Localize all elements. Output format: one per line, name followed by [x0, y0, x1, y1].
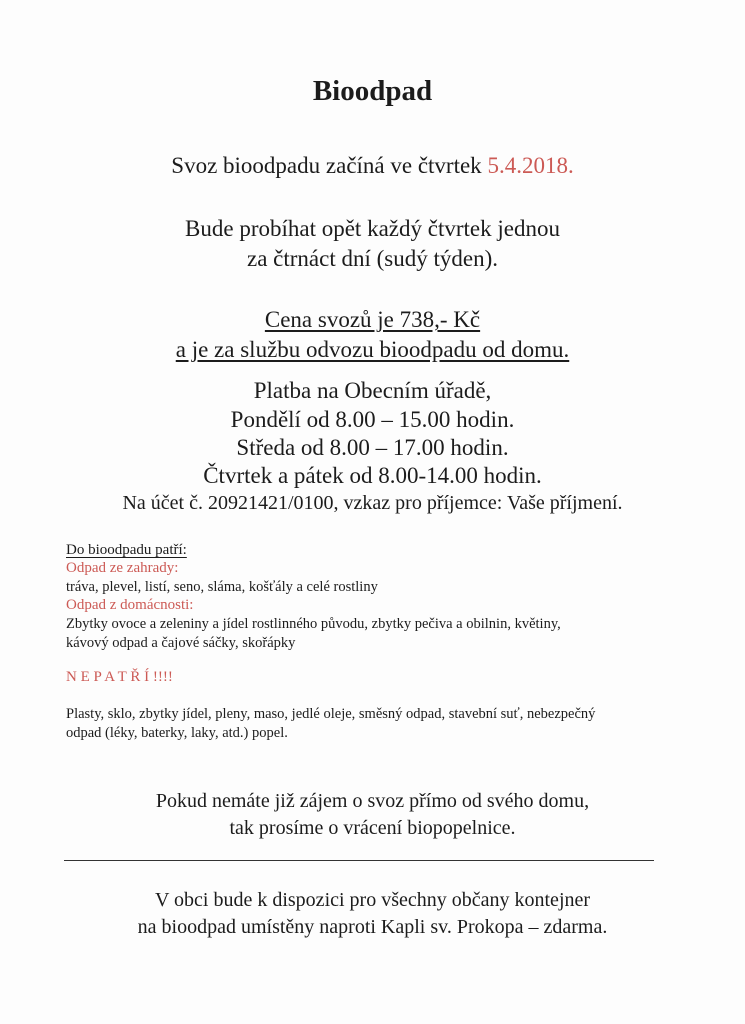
- payment-line-3: Středa od 8.00 – 17.00 hodin.: [236, 435, 509, 460]
- payment-account: Na účet č. 20921421/0100, vzkaz pro příjemce: Vaše příjmení.: [122, 492, 623, 514]
- payment-line-2: Pondělí od 8.00 – 15.00 hodin.: [230, 407, 515, 432]
- price-service-text: a je za službu odvozu bioodpadu od domu.: [175, 337, 570, 362]
- start-date: 5.4.2018.: [487, 153, 574, 178]
- household-items-2: kávový odpad a čajové sáčky, skořápky: [66, 635, 296, 651]
- payment-line-4: Čtvrtek a pátek od 8.00-14.00 hodin.: [203, 463, 542, 488]
- schedule-line-2: za čtrnáct dní (sudý týden).: [247, 246, 498, 271]
- return-notice-1: Pokud nemáte již zájem o svoz přímo od svého domu,: [155, 790, 590, 812]
- container-notice-1: V obci bude k dispozici pro všechny občany kontejner: [154, 889, 591, 911]
- garden-heading: Odpad ze zahrady:: [66, 560, 179, 576]
- household-heading: Odpad z domácnosti:: [66, 597, 194, 613]
- return-notice-2: tak prosíme o vrácení biopopelnice.: [229, 817, 516, 839]
- intro-line: [0, 151, 745, 181]
- payment-line-1: Platba na Obecním úřadě,: [253, 378, 492, 403]
- schedule-line-1: Bude probíhat opět každý čtvrtek jednou: [185, 216, 560, 241]
- not-belongs-heading: N E P A T Ř Í !!!!: [66, 669, 173, 685]
- household-items-1: Zbytky ovoce a zeleniny a jídel rostlinného původu, zbytky pečiva a obilnin, květiny,: [66, 616, 561, 632]
- intro-text: Svoz bioodpadu začíná ve čtvrtek: [171, 153, 488, 178]
- divider-line: [64, 860, 654, 861]
- garden-items: tráva, plevel, listí, seno, sláma, košťály a celé rostliny: [66, 579, 378, 595]
- not-belongs-items-2: odpad (léky, baterky, laky, atd.) popel.: [66, 725, 288, 741]
- belongs-heading: Do bioodpadu patří:: [66, 542, 187, 558]
- price-text: Cena svozů je 738,- Kč: [264, 307, 481, 332]
- page-title: Bioodpad: [312, 75, 433, 107]
- price-line-2: [0, 335, 745, 365]
- not-belongs-items-1: Plasty, sklo, zbytky jídel, pleny, maso, jedlé oleje, směsný odpad, stavební suť, nebezpečný: [66, 706, 596, 722]
- price-line-1: [0, 305, 745, 335]
- container-notice-2: na bioodpad umístěny naproti Kapli sv. Prokopa – zdarma.: [137, 916, 608, 938]
